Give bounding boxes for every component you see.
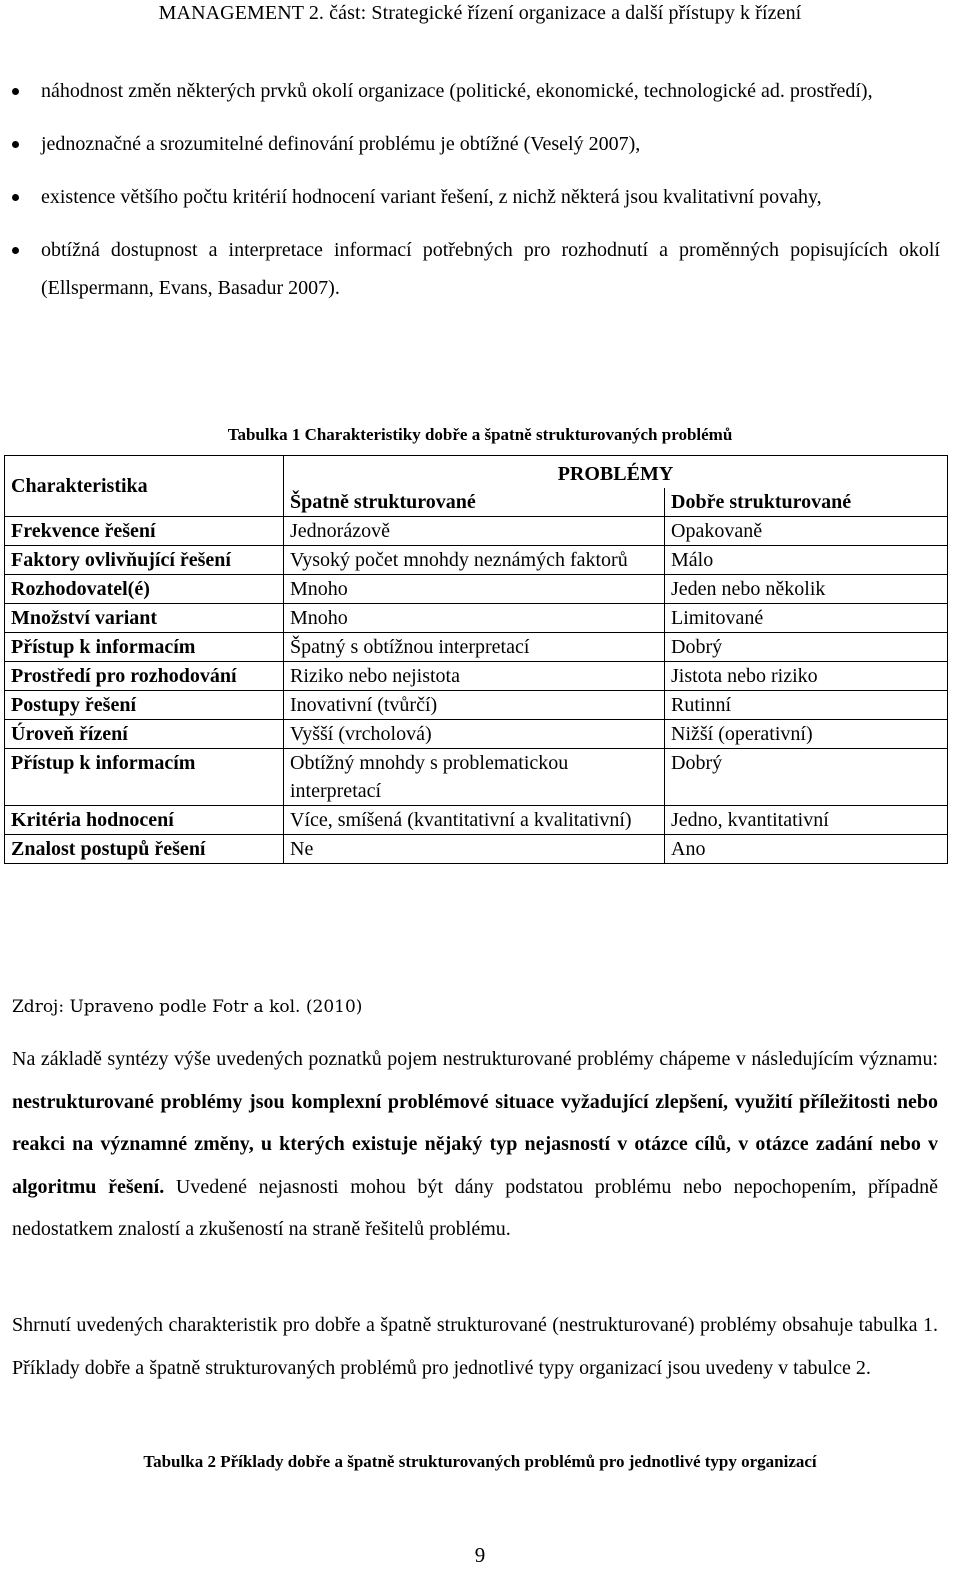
bullet-icon bbox=[12, 247, 19, 254]
table-row bbox=[5, 517, 948, 546]
bullet-list bbox=[12, 72, 940, 322]
cell-characteristic: Frekvence řešení bbox=[5, 517, 284, 546]
bullet-icon bbox=[12, 194, 19, 201]
cell-bad: Více, smíšená (kvantitativní a kvalitativní) bbox=[284, 806, 665, 835]
cell-good: Nižší (operativní) bbox=[665, 720, 948, 749]
cell-bad: Mnoho bbox=[284, 575, 665, 604]
paragraph-rest: Uvedené nejasnosti mohou být dány podstatou problému nebo nepochopením, případně nedostatkem znalostí a zkušeností na straně řešitelů problému. bbox=[12, 1175, 938, 1240]
header-good: Dobře strukturované bbox=[665, 488, 948, 517]
cell-good: Jedno, kvantitativní bbox=[665, 806, 948, 835]
table1-caption: Tabulka 1 Charakteristiky dobře a špatně strukturovaných problémů bbox=[227, 425, 733, 444]
cell-characteristic: Přístup k informacím bbox=[5, 633, 284, 662]
cell-characteristic: Faktory ovlivňující řešení bbox=[5, 546, 284, 575]
header-bad: Špatně strukturované bbox=[284, 488, 665, 517]
cell-bad: Špatný s obtížnou interpretací bbox=[284, 633, 665, 662]
table2-caption: Tabulka 2 Příklady dobře a špatně strukturovaných problémů pro jednotlivé typy organizací bbox=[143, 1452, 817, 1471]
bullet-item bbox=[12, 178, 940, 216]
bullet-text: existence většího počtu kritérií hodnocení variant řešení, z nichž některá jsou kvalitativní povahy, bbox=[41, 186, 822, 208]
paragraph-intro: Na základě syntézy výše uvedených poznatků pojem nestrukturované problémy chápeme v následujícím významu: bbox=[12, 1048, 938, 1070]
page-number: 9 bbox=[474, 1543, 486, 1567]
cell-bad: Vyšší (vrcholová) bbox=[284, 720, 665, 749]
cell-characteristic: Kritéria hodnocení bbox=[5, 806, 284, 835]
paragraph-summary: Shrnutí uvedených charakteristik pro dobře a špatně strukturované (nestrukturované) problémy obsahuje tabulka 1. Příklady dobře a špatně strukturovaných problémů pro jednotlivé typy organizací jsou uvedeny v tabulce 2. bbox=[12, 1314, 938, 1379]
cell-good: Rutinní bbox=[665, 691, 948, 720]
bullet-text: náhodnost změn některých prvků okolí organizace (politické, ekonomické, technologické ad. prostředí), bbox=[41, 80, 873, 102]
bullet-text: jednoznačné a srozumitelné definování problému je obtížné (Veselý 2007), bbox=[41, 133, 641, 155]
cell-characteristic: Postupy řešení bbox=[5, 691, 284, 720]
cell-bad: Vysoký počet mnohdy neznámých faktorů bbox=[284, 546, 665, 575]
table-row bbox=[5, 633, 948, 662]
cell-characteristic: Množství variant bbox=[5, 604, 284, 633]
cell-characteristic: Rozhodovatel(é) bbox=[5, 575, 284, 604]
cell-good: Dobrý bbox=[665, 633, 948, 662]
cell-bad: Riziko nebo nejistota bbox=[284, 662, 665, 691]
cell-good: Limitované bbox=[665, 604, 948, 633]
header-problems: PROBLÉMY bbox=[284, 456, 948, 489]
characteristics-table bbox=[4, 455, 948, 864]
cell-bad: Jednorázově bbox=[284, 517, 665, 546]
bullet-item bbox=[12, 125, 940, 163]
bullet-icon bbox=[12, 88, 19, 95]
table-row bbox=[5, 662, 948, 691]
cell-good: Ano bbox=[665, 835, 948, 864]
cell-good: Dobrý bbox=[665, 749, 948, 806]
header-characteristic: Charakteristika bbox=[5, 456, 284, 517]
bullet-icon bbox=[12, 141, 19, 148]
cell-bad: Mnoho bbox=[284, 604, 665, 633]
bullet-item bbox=[12, 231, 940, 307]
paragraph-definition-bold: nestrukturované problémy jsou komplexní problémové situace vyžadující zlepšení, využití příležitosti nebo reakci na významné změny, u kterých existuje nějaký typ nejasností v otázce cílů, v otázce zadání nebo v algoritmu řešení. bbox=[12, 1090, 938, 1198]
paragraph-definition bbox=[12, 1038, 938, 1251]
table-row bbox=[5, 691, 948, 720]
cell-characteristic: Úroveň řízení bbox=[5, 720, 284, 749]
cell-characteristic: Znalost postupů řešení bbox=[5, 835, 284, 864]
cell-bad: Obtížný mnohdy s problematickou interpretací bbox=[284, 749, 665, 806]
table-header-row bbox=[5, 456, 948, 489]
table-source: Zdroj: Upraveno podle Fotr a kol. (2010) bbox=[12, 997, 363, 1017]
bullet-item bbox=[12, 72, 940, 110]
table-row bbox=[5, 720, 948, 749]
cell-bad: Inovativní (tvůrčí) bbox=[284, 691, 665, 720]
cell-good: Opakovaně bbox=[665, 517, 948, 546]
table-row bbox=[5, 604, 948, 633]
cell-good: Málo bbox=[665, 546, 948, 575]
table-row bbox=[5, 749, 948, 806]
bullet-text: obtížná dostupnost a interpretace informací potřebných pro rozhodnutí a proměnných popisujících okolí (Ellspermann, Evans, Basadur 2007). bbox=[41, 239, 940, 299]
table-row bbox=[5, 835, 948, 864]
cell-characteristic: Přístup k informacím bbox=[5, 749, 284, 806]
cell-good: Jeden nebo několik bbox=[665, 575, 948, 604]
table-row bbox=[5, 575, 948, 604]
table-row bbox=[5, 546, 948, 575]
table-row bbox=[5, 806, 948, 835]
cell-characteristic: Prostředí pro rozhodování bbox=[5, 662, 284, 691]
page-header: MANAGEMENT 2. část: Strategické řízení organizace a další přístupy k řízení bbox=[158, 2, 802, 24]
cell-good: Jistota nebo riziko bbox=[665, 662, 948, 691]
cell-bad: Ne bbox=[284, 835, 665, 864]
